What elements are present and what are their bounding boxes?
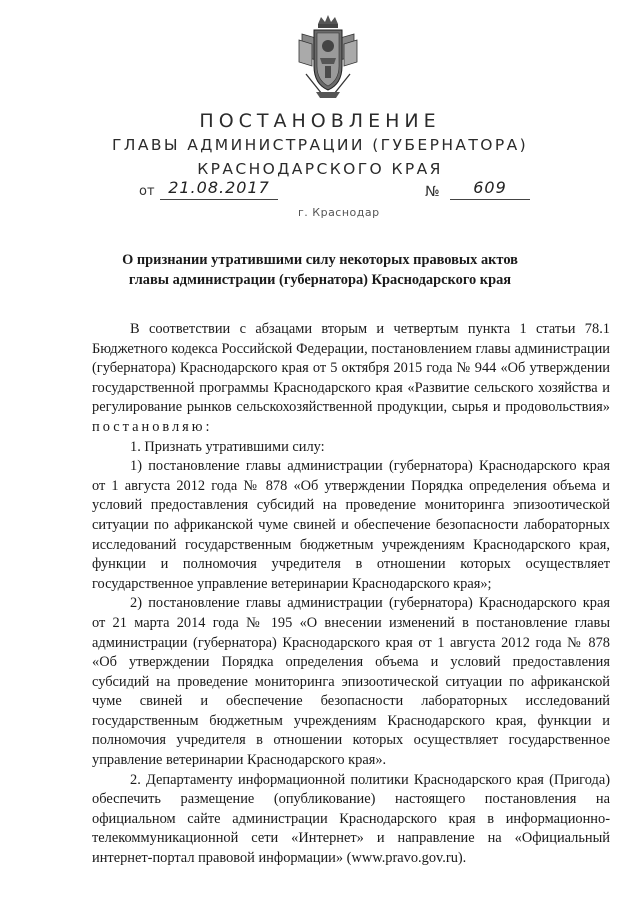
preamble-text: В соответствии с абзацами вторым и четвертым пункта 1 статьи 78.1 Бюджетного кодекса Российской Федерации, постановлением главы администрации (губернатора) Краснодарского края от 5 октября 2015 года № 944 «Об утверждении государственной программы Краснодарского края «Развитие сельского хозяйства и регулирование рынков сельскохозяйственной продукции, сырья и продовольствия»	[92, 321, 610, 416]
document-title	[100, 250, 540, 290]
date-value: 21.08.2017	[160, 178, 278, 200]
title-line-2: главы администрации (губернатора) Краснодарского края	[128, 272, 512, 288]
document-type-title: ПОСТАНОВЛЕНИЕ	[199, 110, 441, 132]
title-line-1: О признании утратившими силу некоторых правовых актов	[122, 252, 518, 268]
item-1: 1. Признать утратившими силу:	[130, 438, 325, 455]
item-2: 2. Департаменту информационной политики Краснодарского края (Пригода) обеспечить размещение (опубликование) настоящего постановления на официальном сайте администрации Краснодарского края в информационно-телекоммуникационной сети «Интернет» и направление на «Официальный интернет-портал правовой информации» (www.pravo.gov.ru).	[92, 771, 610, 867]
document-body	[92, 320, 610, 869]
date-label: от	[139, 184, 155, 199]
city-label: г. Краснодар	[298, 206, 380, 219]
issuer-line-2: КРАСНОДАРСКОГО КРАЯ	[197, 160, 443, 178]
resolve-word: постановляю:	[92, 418, 213, 435]
number-value: 609	[450, 178, 530, 200]
issuer-line-1: ГЛАВЫ АДМИНИСТРАЦИИ (ГУБЕРНАТОРА)	[111, 136, 529, 154]
preamble-paragraph	[92, 320, 610, 438]
coat-of-arms-icon	[296, 14, 360, 100]
item-1-1: 1) постановление главы администрации (губернатора) Краснодарского края от 1 августа 2012 года № 878 «Об утверждении Порядка определения объема и условий предоставления субсидий на проведение мониторинга эпизоотической ситуации по африканской чуме свиней и обеспечение безопасности лабораторных исследований государственным бюджетным учреждениям Краснодарского края, функции и полномочия учредителя в отношении которых осуществляет государственное управление ветеринарии Краснодарского края»;	[92, 458, 610, 592]
item-1-2: 2) постановление главы администрации (губернатора) Краснодарского края от 21 марта 2014 года № 195 «О внесении изменений в постановление главы администрации (губернатора) Краснодарского края от 1 августа 2012 года № 878 «Об утверждении Порядка определения объема и условий предоставления субсидий на проведение мониторинга эпизоотической ситуации по африканской чуме свиней и обеспечение безопасности лабораторных исследований государственным бюджетным учреждениям Краснодарского края, функции и полномочия учредителя в отношении которых осуществляет государственное управление ветеринарии Краснодарского края».	[92, 595, 610, 769]
number-label: №	[425, 184, 440, 200]
